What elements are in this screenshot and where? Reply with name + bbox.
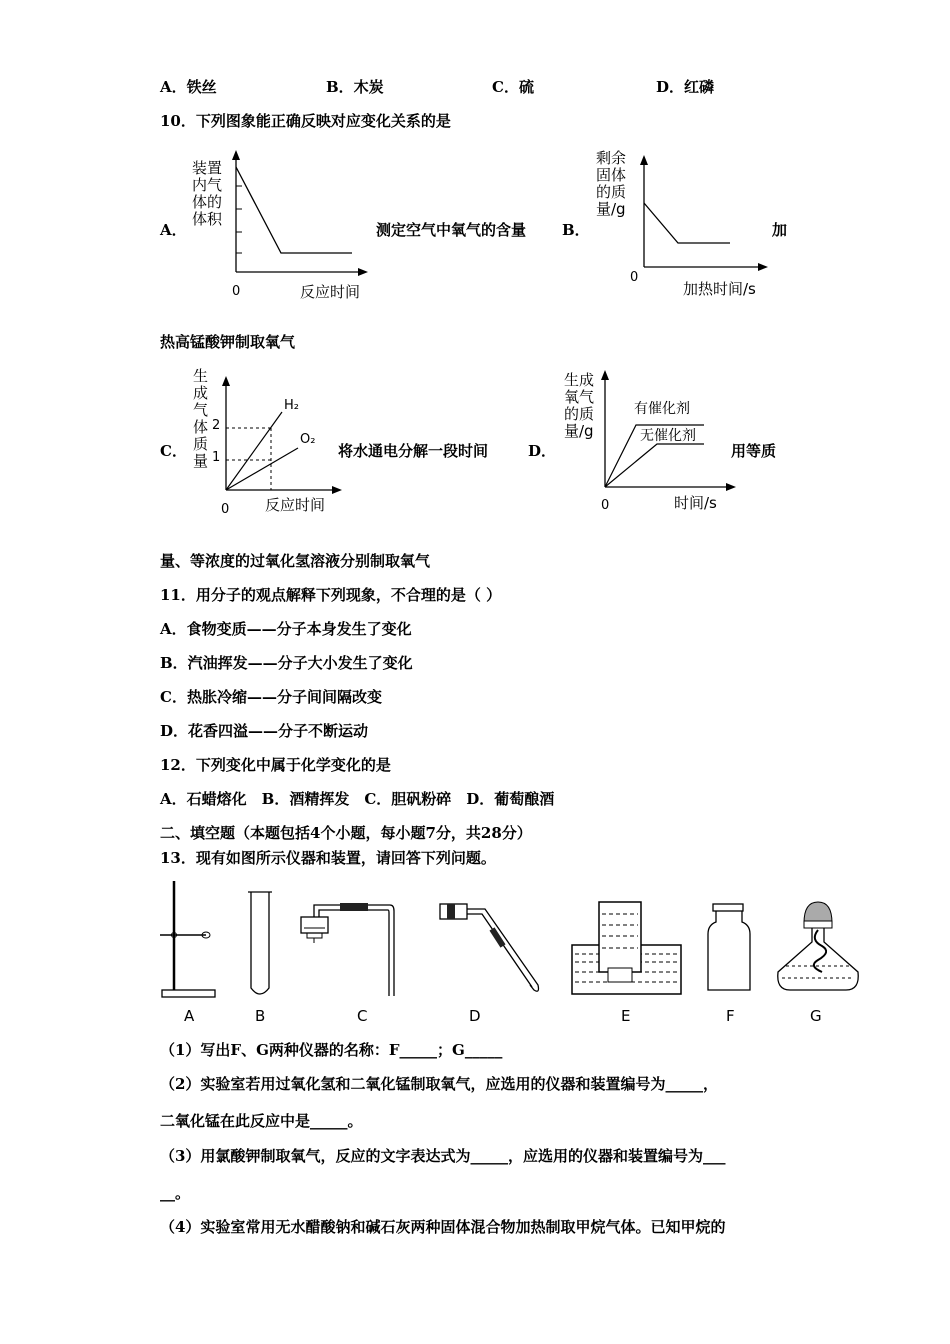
q9-option-d: D．红磷 <box>656 78 715 96</box>
graph-c-tick-1: 1 <box>212 450 221 465</box>
apparatus-c-funnel-tube <box>301 903 394 996</box>
q10-a-desc: 测定空气中氧气的含量 <box>376 221 527 239</box>
graph-d-series-no-catalyst: 无催化剂 <box>640 428 696 444</box>
graph-d-origin: 0 <box>601 498 610 513</box>
apparatus-label-d: D <box>469 1007 481 1025</box>
q10-a-letter: A． <box>160 221 187 239</box>
q13-part-3a: （3）用氯酸钾制取氧气，反应的文字表达式为_____，应选用的仪器和装置编号为___ <box>160 1147 726 1165</box>
q10-c-desc: 将水通电分解一段时间 <box>338 442 489 460</box>
apparatus-e-water-trough <box>572 902 681 994</box>
q9-option-b: B．木炭 <box>326 78 384 96</box>
q13-part-3b: __。 <box>160 1184 191 1202</box>
graph-c-series-o2: O₂ <box>300 432 316 447</box>
apparatus-d-stopper-tube <box>440 904 539 991</box>
graph-c-ylabel: 生 成 气 体 质 量 <box>193 367 209 470</box>
apparatus-label-e: E <box>621 1007 631 1025</box>
q10-b-desc-cont: 热高锰酸钾制取氧气 <box>160 333 296 351</box>
apparatus-f-gas-bottle <box>708 904 750 990</box>
graph-c-xlabel: 反应时间 <box>265 496 326 514</box>
q10-d-letter: D． <box>528 442 557 460</box>
q11-option-b: B．汽油挥发——分子大小发生了变化 <box>160 654 413 672</box>
graph-a-origin: 0 <box>232 284 241 299</box>
q11-option-a: A．食物变质——分子本身发生了变化 <box>160 620 412 638</box>
apparatus-label-a: A <box>184 1007 195 1025</box>
q10-c-letter: C． <box>160 442 187 460</box>
q11-option-c: C．热胀冷缩——分子间间隔改变 <box>160 688 382 706</box>
graph-b-ylabel: 剩余 固体 的质 量/g <box>596 149 627 218</box>
q10-d-desc-start: 用等质 <box>731 442 777 460</box>
q9-option-c: C．硫 <box>492 78 534 96</box>
q13-part-2a: （2）实验室若用过氧化氢和二氧化锰制取氧气，应选用的仪器和装置编号为_____， <box>160 1075 718 1093</box>
q13-stem: 13．现有如图所示仪器和装置，请回答下列问题。 <box>160 849 496 867</box>
q13-part-1: （1）写出F、G两种仪器的名称：F_____；G_____ <box>160 1041 503 1059</box>
q11-stem: 11．用分子的观点解释下列现象，不合理的是（ ） <box>160 586 502 604</box>
apparatus-b-test-tube <box>248 892 272 994</box>
q13-part-4: （4）实验室常用无水醋酸钠和碱石灰两种固体混合物加热制取甲烷气体。已知甲烷的 <box>160 1218 726 1236</box>
graph-a-xlabel: 反应时间 <box>300 283 361 301</box>
q10-d-desc-cont: 量、等浓度的过氧化氢溶液分别制取氧气 <box>160 552 431 570</box>
graph-b-origin: 0 <box>630 270 639 285</box>
q10-b-letter: B． <box>562 221 590 239</box>
apparatus-label-g: G <box>810 1007 822 1025</box>
section2-title: 二、填空题（本题包括4个小题，每小题7分，共28分） <box>160 824 532 842</box>
q11-option-d: D．花香四溢——分子不断运动 <box>160 722 369 740</box>
graph-d-xlabel: 时间/s <box>674 494 717 512</box>
apparatus-label-c: C <box>357 1007 368 1025</box>
graph-c-tick-2: 2 <box>212 418 221 433</box>
graph-b-xlabel: 加热时间/s <box>683 280 756 298</box>
graph-d-series-catalyst: 有催化剂 <box>634 401 690 417</box>
graph-a-ylabel: 装置 内气 体的 体积 <box>192 159 223 228</box>
q10-b-desc-start: 加 <box>772 221 788 239</box>
q13-part-2b: 二氧化锰在此反应中是_____。 <box>160 1112 363 1130</box>
q12-stem: 12．下列变化中属于化学变化的是 <box>160 756 391 774</box>
graph-c-origin: 0 <box>221 502 230 517</box>
apparatus-label-b: B <box>255 1007 266 1025</box>
apparatus-g-alcohol-lamp <box>778 902 859 990</box>
graph-d-ylabel: 生成 氧气 的质 量/g <box>564 371 595 440</box>
q9-option-a: A．铁丝 <box>160 78 217 96</box>
q12-options: A．石蜡熔化 B．酒精挥发 C．胆矾粉碎 D．葡萄酿酒 <box>160 790 555 808</box>
q10-stem: 10．下列图象能正确反映对应变化关系的是 <box>160 112 451 130</box>
apparatus-a-iron-stand <box>160 881 215 997</box>
graph-c-series-h2: H₂ <box>284 398 299 413</box>
apparatus-label-f: F <box>726 1007 735 1025</box>
